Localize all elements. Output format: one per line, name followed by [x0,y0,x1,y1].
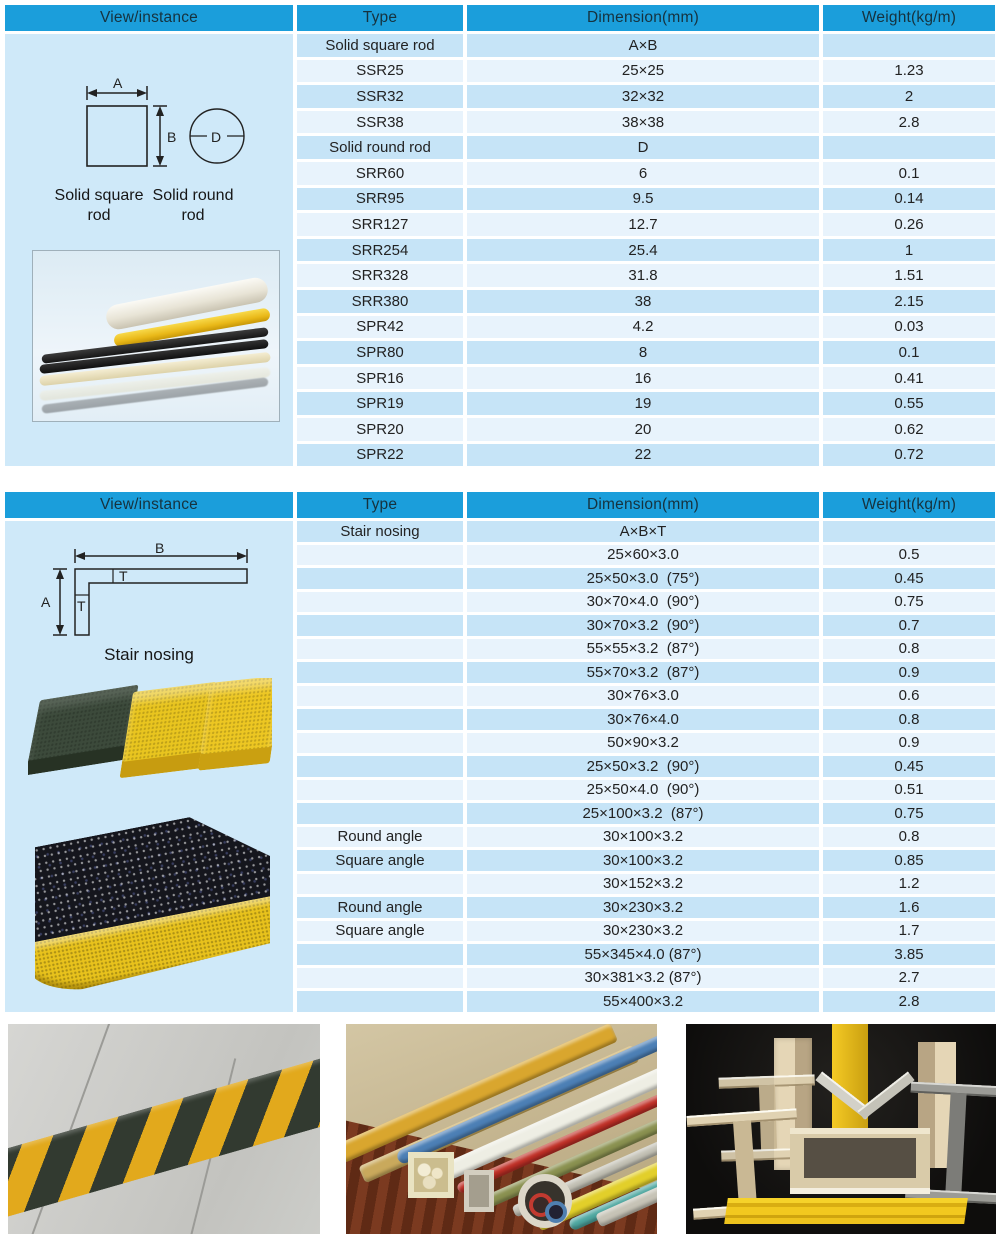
table2-row-9-weight: 0.8 [823,709,995,730]
table2-row-17-weight: 1.6 [823,897,995,918]
blue-tube-cross-section [545,1201,567,1223]
striped-nosing-photo [8,1024,320,1234]
table1-row-10-type: SRR328 [297,264,463,287]
table1-row-3-weight: 2 [823,85,995,108]
table1-row-7-weight: 0.14 [823,188,995,211]
table2-row-15-weight: 0.85 [823,850,995,871]
table2-row-10-dimension: 50×90×3.2 [467,733,819,754]
table2-row-9-dimension: 30×76×4.0 [467,709,819,730]
nosing-angles-photo [28,678,272,795]
table2-row-7-weight: 0.9 [823,662,995,683]
yellow-plank [724,1198,968,1224]
table2-row-21-weight: 2.8 [823,991,995,1012]
table2-row-2-type [297,545,463,566]
table1-row-14-dimension: 16 [467,367,819,390]
table1-row-5-dimension: D [467,136,819,159]
table2-row-1-dimension: A×B×T [467,521,819,542]
caption-solid-round-rod: Solid round rod [152,187,234,224]
table2-row-9-type [297,709,463,730]
table1-row-9-dimension: 25.4 [467,239,819,262]
table1-row-13-dimension: 8 [467,341,819,364]
table1-row-1-weight [823,34,995,57]
table1-row-1-dimension: A×B [467,34,819,57]
table1-row-17-dimension: 22 [467,444,819,467]
table1-row-6-weight: 0.1 [823,162,995,185]
stair-nosing-spec-table [5,492,995,1012]
table2-row-15-type: Square angle [297,850,463,871]
table2-row-6-weight: 0.8 [823,639,995,660]
table1-row-15-dimension: 19 [467,392,819,415]
table2-row-8-dimension: 30×76×3.0 [467,686,819,707]
table2-row-15-dimension: 30×100×3.2 [467,850,819,871]
table1-row-9-type: SRR254 [297,239,463,262]
table2-row-19-weight: 3.85 [823,944,995,965]
table1-row-17-type: SPR22 [297,444,463,467]
table1-row-10-weight: 1.51 [823,264,995,287]
col-header-weight: Weight(kg/m) [823,492,995,518]
table2-row-13-type [297,803,463,824]
table2-row-16-weight: 1.2 [823,874,995,895]
table2-row-17-type: Round angle [297,897,463,918]
table2-row-20-type [297,968,463,989]
table2-row-3-dimension: 25×50×3.0 (75°) [467,568,819,589]
table1-row-14-weight: 0.41 [823,367,995,390]
round-tube-cross-section [518,1174,572,1228]
table1-row-7-type: SRR95 [297,188,463,211]
rod-spec-table [5,5,995,466]
table2-row-8-weight: 0.6 [823,686,995,707]
rods-product-photo [32,250,280,422]
table1-row-11-dimension: 38 [467,290,819,313]
table1-row-13-type: SPR80 [297,341,463,364]
table1-row-8-weight: 0.26 [823,213,995,236]
table1-row-4-weight: 2.8 [823,111,995,134]
table2-row-12-dimension: 25×50×4.0 (90°) [467,780,819,801]
table2-row-5-weight: 0.7 [823,615,995,636]
table2-row-19-type [297,944,463,965]
table1-row-7-dimension: 9.5 [467,188,819,211]
table1-row-12-dimension: 4.2 [467,316,819,339]
table1-row-6-dimension: 6 [467,162,819,185]
table1-row-2-dimension: 25×25 [467,60,819,83]
dim-label-a: A [41,594,51,610]
table1-row-8-dimension: 12.7 [467,213,819,236]
table1-row-3-type: SSR32 [297,85,463,108]
table2-row-11-type [297,756,463,777]
thickness-label-t: T [119,568,128,584]
table1-row-5-type: Solid round rod [297,136,463,159]
table2-row-11-dimension: 25×50×3.2 (90°) [467,756,819,777]
col-header-dimension: Dimension(mm) [467,492,819,518]
dim-label-b: B [167,129,177,145]
table2-row-21-type [297,991,463,1012]
table1-row-4-type: SSR38 [297,111,463,134]
table1-row-12-type: SPR42 [297,316,463,339]
table1-row-11-type: SRR380 [297,290,463,313]
table2-row-3-weight: 0.45 [823,568,995,589]
col-header-weight: Weight(kg/m) [823,5,995,31]
table2-row-4-type [297,592,463,613]
caption-stair-nosing: Stair nosing [104,645,194,664]
table2-row-7-dimension: 55×70×3.2 (87°) [467,662,819,683]
yellow-angle-piece [198,678,272,771]
table2-row-10-weight: 0.9 [823,733,995,754]
table2-row-5-dimension: 30×70×3.2 (90°) [467,615,819,636]
table2-row-19-dimension: 55×345×4.0 (87°) [467,944,819,965]
table2-row-5-type [297,615,463,636]
table1-row-11-weight: 2.15 [823,290,995,313]
col-header-view-instance: View/instance [5,5,293,31]
stair-nosing-section-diagram [35,543,265,643]
table1-row-17-weight: 0.72 [823,444,995,467]
table2-row-8-type [297,686,463,707]
rod-section-diagram [45,74,260,179]
table1-row-6-type: SRR60 [297,162,463,185]
caption-solid-square-rod: Solid square rod [54,187,144,224]
dim-label-a: A [113,75,123,91]
table1-row-8-type: SRR127 [297,213,463,236]
table2-row-6-type [297,639,463,660]
table2-row-18-dimension: 30×230×3.2 [467,921,819,942]
table2-row-18-weight: 1.7 [823,921,995,942]
table1-row-16-weight: 0.62 [823,418,995,441]
table1-row-4-dimension: 38×38 [467,111,819,134]
table2-row-21-dimension: 55×400×3.2 [467,991,819,1012]
table1-row-3-dimension: 32×32 [467,85,819,108]
stair-tread-photo [35,800,270,995]
table2-row-1-weight [823,521,995,542]
table2-row-3-type [297,568,463,589]
table1-row-2-weight: 1.23 [823,60,995,83]
table1-row-15-type: SPR19 [297,392,463,415]
table1-row-12-weight: 0.03 [823,316,995,339]
tread-shape [35,802,270,995]
table1-row-2-type: SSR25 [297,60,463,83]
table1-row-14-type: SPR16 [297,367,463,390]
table2-row-7-type [297,662,463,683]
table2-row-20-dimension: 30×381×3.2 (87°) [467,968,819,989]
table2-row-16-dimension: 30×152×3.2 [467,874,819,895]
table1-row-16-type: SPR20 [297,418,463,441]
table1-row-5-weight [823,136,995,159]
table2-row-11-weight: 0.45 [823,756,995,777]
table2-row-4-weight: 0.75 [823,592,995,613]
table2-row-10-type [297,733,463,754]
square-tube-cross-section [408,1152,454,1198]
table1-row-1-type: Solid square rod [297,34,463,57]
table2-row-14-dimension: 30×100×3.2 [467,827,819,848]
table2-row-12-type [297,780,463,801]
table2-row-12-weight: 0.51 [823,780,995,801]
table2-row-1-type: Stair nosing [297,521,463,542]
stair-nosing-view-panel [5,521,293,1012]
col-header-view-instance: View/instance [5,492,293,518]
table1-row-16-dimension: 20 [467,418,819,441]
col-header-type: Type [297,5,463,31]
channel-profile [790,1128,930,1194]
thickness-label-t: T [77,598,86,614]
table2-row-2-dimension: 25×60×3.0 [467,545,819,566]
table2-row-13-dimension: 25×100×3.2 (87°) [467,803,819,824]
yellow-black-striped-strip [8,1044,320,1226]
structural-profiles-photo [686,1024,996,1234]
table2-row-17-dimension: 30×230×3.2 [467,897,819,918]
dim-label-b: B [155,543,165,556]
table1-row-10-dimension: 31.8 [467,264,819,287]
table2-row-16-type [297,874,463,895]
table2-row-6-dimension: 55×55×3.2 (87°) [467,639,819,660]
col-header-type: Type [297,492,463,518]
rod-view-panel [5,34,293,466]
col-header-dimension: Dimension(mm) [467,5,819,31]
dim-label-d: D [211,129,222,145]
table2-row-13-weight: 0.75 [823,803,995,824]
table2-row-14-type: Round angle [297,827,463,848]
rect-tube-cross-section [464,1170,494,1212]
table1-row-15-weight: 0.55 [823,392,995,415]
table1-row-13-weight: 0.1 [823,341,995,364]
table2-row-2-weight: 0.5 [823,545,995,566]
frp-profiles-photo [346,1024,657,1234]
table2-row-14-weight: 0.8 [823,827,995,848]
table2-row-20-weight: 2.7 [823,968,995,989]
table2-row-4-dimension: 30×70×4.0 (90°) [467,592,819,613]
table2-row-18-type: Square angle [297,921,463,942]
table1-row-9-weight: 1 [823,239,995,262]
